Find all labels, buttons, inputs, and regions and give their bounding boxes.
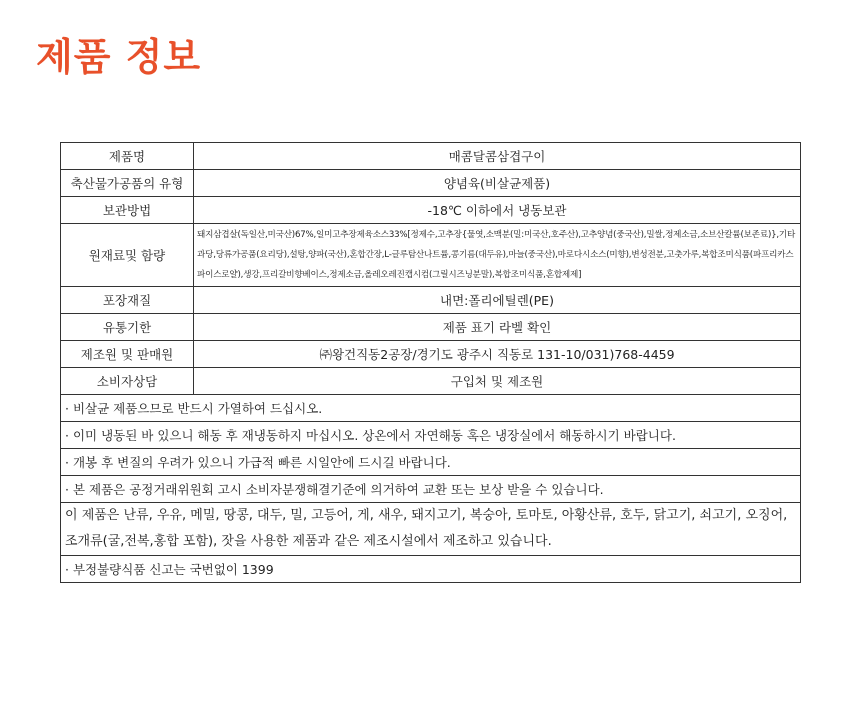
notice-row bbox=[61, 476, 801, 503]
row-label-product-name: 제품명 bbox=[61, 143, 194, 170]
notice-row bbox=[61, 449, 801, 476]
report-notice-text: · 부정불량식품 신고는 국번없이 1399 bbox=[61, 556, 801, 583]
product-info-table bbox=[60, 142, 801, 583]
table-row bbox=[61, 197, 801, 224]
row-label-packaging: 포장재질 bbox=[61, 287, 194, 314]
notice-row bbox=[61, 556, 801, 583]
row-value-ingredients: 돼지삼겹살(독일산,미국산)67%,일미고추장제육소스33%[정제수,고추장{물엿,소맥분(밀:미국산,호주산),고추양념(중국산),밀쌀,정제소금,소브산칼륨(보존료)},기타과당,당류가공품(요리당),설탕,양파(국산),혼합간장,L-글루탐산나트륨,콩기름(대두유),마늘(중국산),마로다시소스(미향),변성전분,고춧가루,복합조미식품(파프리카스파이스로얄),생강,프리갈비향베이스,정제소금,올레오레진캡시컴(그릴시즈닝분말),복합조미식품,혼합제제] bbox=[194, 224, 801, 287]
table-row bbox=[61, 143, 801, 170]
table-row bbox=[61, 368, 801, 395]
table-row bbox=[61, 170, 801, 197]
table-row bbox=[61, 341, 801, 368]
notice-text: · 이미 냉동된 바 있으니 해동 후 재냉동하지 마십시오. 상온에서 자연해동 혹은 냉장실에서 해동하시기 바랍니다. bbox=[61, 422, 801, 449]
row-label-ingredients: 원재료및 함량 bbox=[61, 224, 194, 287]
notice-text: · 개봉 후 변질의 우려가 있으니 가급적 빠른 시일안에 드시길 바랍니다. bbox=[61, 449, 801, 476]
page-title: 제품 정보 bbox=[36, 35, 202, 79]
allergen-notice-text: 이 제품은 난류, 우유, 메밀, 땅콩, 대두, 밀, 고등어, 게, 새우, 돼지고기, 복숭아, 토마토, 아황산류, 호두, 닭고기, 쇠고기, 오징어, 조개류(굴,전복,홍합 포함), 잣을 사용한 제품과 같은 제조시설에서 제조하고 있습니다. bbox=[61, 503, 801, 556]
table-row bbox=[61, 287, 801, 314]
row-value-storage: -18℃ 이하에서 냉동보관 bbox=[194, 197, 801, 224]
row-value-manufacturer: ㈜왕건직동2공장/경기도 광주시 직동로 131-10/031)768-4459 bbox=[194, 341, 801, 368]
row-label-expiry: 유통기한 bbox=[61, 314, 194, 341]
row-value-expiry: 제품 표기 라벨 확인 bbox=[194, 314, 801, 341]
notice-text: · 비살균 제품으므로 반드시 가열하여 드십시오. bbox=[61, 395, 801, 422]
row-value-packaging: 내면:폴리에틸렌(PE) bbox=[194, 287, 801, 314]
row-value-product-type: 양념육(비살균제품) bbox=[194, 170, 801, 197]
row-value-product-name: 매콤달콤삼겹구이 bbox=[194, 143, 801, 170]
notice-row bbox=[61, 503, 801, 556]
notice-row bbox=[61, 395, 801, 422]
table-row bbox=[61, 224, 801, 287]
notice-row bbox=[61, 422, 801, 449]
row-label-consumer-contact: 소비자상담 bbox=[61, 368, 194, 395]
row-label-product-type: 축산물가공품의 유형 bbox=[61, 170, 194, 197]
row-label-manufacturer: 제조원 및 판매원 bbox=[61, 341, 194, 368]
table-row bbox=[61, 314, 801, 341]
row-value-consumer-contact: 구입처 및 제조원 bbox=[194, 368, 801, 395]
notice-text: · 본 제품은 공정거래위원회 고시 소비자분쟁해결기준에 의거하여 교환 또는 보상 받을 수 있습니다. bbox=[61, 476, 801, 503]
row-label-storage: 보관방법 bbox=[61, 197, 194, 224]
